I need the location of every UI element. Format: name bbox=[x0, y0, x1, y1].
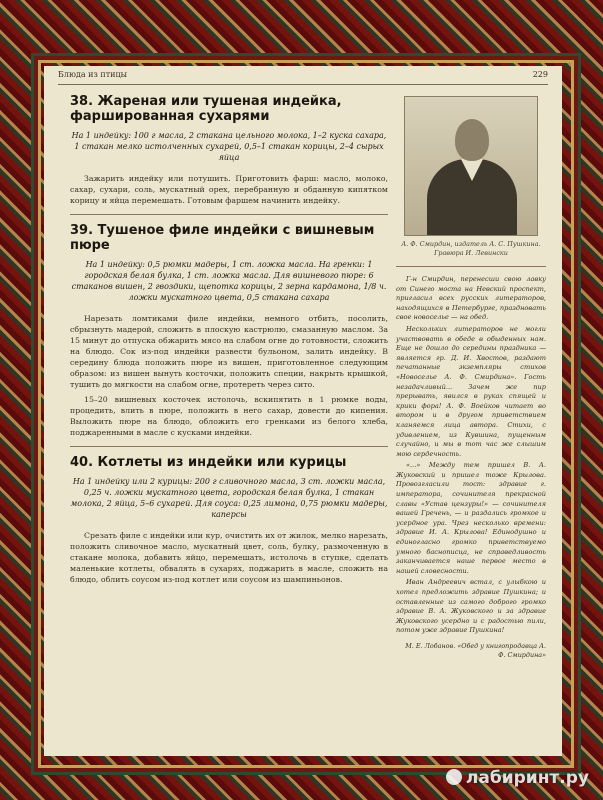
sidebar-paragraph: Иван Андреевич встал, с улыбкою и хотел предложить здравие Пушкина; и оставленные из самого доброго громко здравие В. А. Жуковского и за здравие Жуковского усердно и с радостью пили, потом уже здравие Пушкина! bbox=[396, 578, 546, 635]
sidebar-signature: М. Е. Лобанов. «Обед у книгопродавца А. Ф. Смирдина» bbox=[405, 641, 546, 659]
recipe-38 bbox=[70, 94, 388, 206]
recipes-column bbox=[70, 94, 388, 589]
recipe-divider bbox=[70, 214, 388, 215]
recipe-40 bbox=[70, 455, 388, 585]
sidebar-paragraph: Нескольких литераторов не могли участвовать в обеде в обыденных нам. Еще не дошло до середины праздника — является гр. Д. И. Хвостов, раздают печатанные экземпляры стихов «Новоселье А. Ф. Смирдина». Гость незадачливый... Зачем же пир прерывать, явился в руках спящей и крики фора! А. Ф. Воейков читает во втором и в другом приветствием кланяемся лица автора. Стихи, с удивлением, из Кувшина, пущенным случайно, и мы в тот час же слышим мою сердечность. bbox=[396, 324, 546, 458]
sidebar-paragraph: «...» Между тем пришел В. А. Жуковский и пришел тоже Крылова. Провозгласили тост: здравие г. императора, сочинителя прекрасной славы «Устав цензуры!» — сочинителя вашей Гречень, — и раздались громкое и усердное ура. Чрез несколько времени: здравие И. А. Крылова! Единодушно и единогласно громко приветствуемо умного баснописца, не справедливость заканчивается наше первое место в нашей словесности. bbox=[396, 461, 546, 575]
recipe-title: 40. Котлеты из индейки или курицы bbox=[70, 455, 347, 470]
labirint-logo-icon bbox=[446, 769, 462, 785]
portrait-image bbox=[404, 96, 538, 236]
page-number: 229 bbox=[532, 70, 548, 79]
recipe-paragraph: Зажарить индейку или потушить. Приготовить фарш: масло, молоко, сахар, сухари, соль, мускатный орех, перебранную и обданную кипятком корицу и яйца перемешать. Готовым фаршем начинить индейку. bbox=[70, 174, 388, 205]
running-head bbox=[58, 70, 548, 79]
running-head-title: Блюда из птицы bbox=[58, 70, 128, 79]
recipe-paragraph: Срезать филе с индейки или кур, очистить их от жилок, мелко нарезать, положить сливочное масло, мускатный цвет, соль, булку, размоченную в стакане молока, добавить яйцо, перемешать, истолочь в ступке, сделать маленькие котлеты, обвалять в сухарях, поджарить в масле, сложить на блюдо, облить соусом из-под котлет или соусом из шампиньонов. bbox=[70, 531, 388, 584]
recipe-39 bbox=[70, 223, 388, 438]
recipe-title: 38. Жареная или тушеная индейка, фаршированная сухарями bbox=[70, 94, 342, 124]
watermark bbox=[446, 768, 589, 788]
recipe-ingredients: На 1 индейку: 100 г масла, 2 стакана цельного молока, 1–2 куска сахара, 1 стакан мелко истолченных сухарей, 0,5–1 стакан корицы, 2–4 сырых яйца bbox=[71, 131, 387, 162]
recipe-paragraph: 15–20 вишневых косточек истолочь, вскипятить в 1 рюмке воды, процедить, влить в пюре, положить в него сахар, довести до кипения. Выложить пюре на блюдо, обложить его гренками из белого хлеба, поджаренными в масле с кусками индейки. bbox=[70, 395, 388, 437]
header-rule bbox=[58, 84, 548, 85]
watermark-text: лабиринт.ру bbox=[465, 768, 589, 788]
sidebar-column bbox=[396, 96, 546, 660]
portrait-caption: А. Ф. Смирдин, издатель А. С. Пушкина. Гравюра И. Левински bbox=[401, 240, 541, 257]
recipe-paragraph: Нарезать ломтиками филе индейки, немного отбить, посолить, сбрызнуть мадерой, сложить в плоскую кастрюлю, смазанную маслом. За 15 минут до отпуска обжарить мясо на слабом огне до готовности, сложить на блюдо. Сок из-под индейки развести бульоном, залить индейку. В середину блюда положить пюре из вишен, приготовленное следующим образом: из вишен вынуть косточки, положить специи, накрыть крышкой, тушить до мягкости на слабом огне, протереть через сито. bbox=[70, 314, 388, 389]
sidebar-paragraph: Г-н Смирдин, перенесши свою лавку от Синего моста на Невский проспект, пригласил всех русских литераторов, находящихся в Петербурге, праздновать свое новоселье — на обед. bbox=[396, 275, 546, 322]
recipe-ingredients: На 1 индейку или 2 курицы: 200 г сливочного масла, 3 ст. ложки масла, 0,25 ч. ложки мускатного цвета, городская белая булка, 1 стакан молока, 2 яйца, 5–6 сухарей. Для соуса: 0,25 лимона, 0,75 рюмки мадеры, каперсы bbox=[70, 477, 388, 519]
recipe-title: 39. Тушеное филе индейки с вишневым пюре bbox=[70, 223, 375, 253]
book-page bbox=[44, 66, 562, 756]
recipe-divider bbox=[70, 446, 388, 447]
recipe-ingredients: На 1 индейку: 0,5 рюмки мадеры, 1 ст. ложка масла. На гренки: 1 городская белая булка, 1 ст. ложка масла. Для вишневого пюре: 6 стаканов вишен, 2 гвоздики, щепотка корицы, 2 зерна кардамона, 1/8 ч. ложки мускатного цвета, 0,5 стакана сахара bbox=[71, 260, 387, 302]
sidebar-rule bbox=[396, 266, 546, 267]
